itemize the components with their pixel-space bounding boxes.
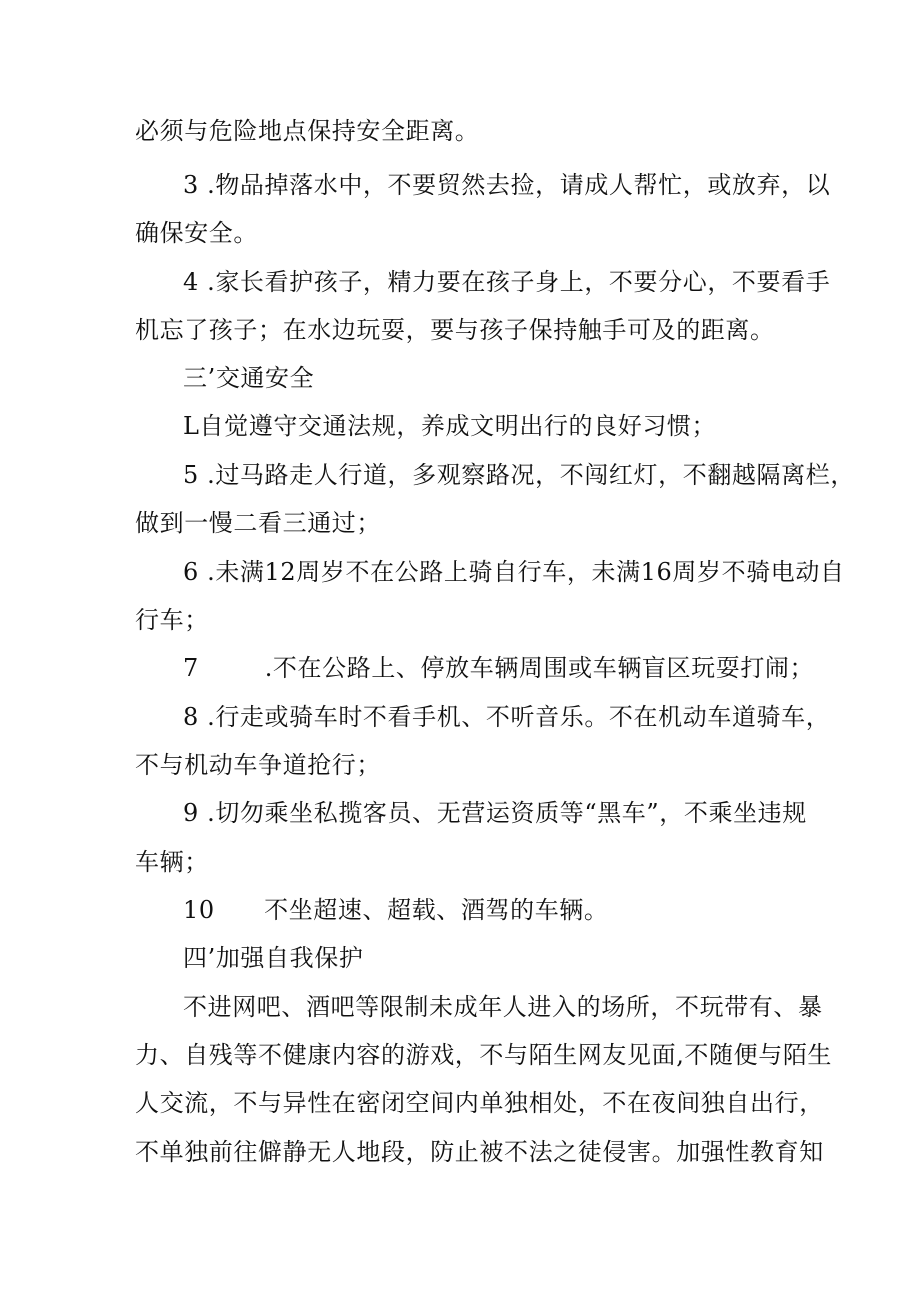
text-line-19: 不进网吧、酒吧等限制未成年人进入的场所，不玩带有、暴 [183,993,823,1021]
text-line-4: 4 .家长看护孩子，精力要在孩子身上，不要分心，不要看手 [183,268,831,296]
text-line-14: 不与机动车争道抢行； [135,751,381,779]
text-line-15: 9 .切勿乘坐私揽客员、无营运资质等“黑车”，不乘坐违规 [183,799,807,827]
text-line-9: 做到一慢二看三通过； [135,509,381,537]
text-line-3: 确保安全。 [135,219,258,247]
text-line-21: 人交流，不与异性在密闭空间内单独相处，不在夜间独自出行， [135,1089,824,1117]
text-line-10: 6 .未满12周岁不在公路上骑自行车，未满16周岁不骑电动自 [183,558,845,586]
text-line-1: 必须与危险地点保持安全距离。 [135,117,480,145]
text-line-12: 7 .不在公路上、停放车辆周围或车辆盲区玩耍打闹； [183,654,815,682]
text-line-13: 8 .行走或骑车时不看手机、不听音乐。不在机动车道骑车， [183,703,831,731]
section-heading-traffic: 三’交通安全 [183,364,315,392]
text-line-22: 不单独前往僻静无人地段，防止被不法之徒侵害。加强性教育知 [135,1138,824,1166]
text-line-11: 行车； [135,606,209,634]
text-line-20: 力、自残等不健康内容的游戏，不与陌生网友见面,不随便与陌生 [135,1041,833,1069]
text-line-17: 10 不坐超速、超载、酒驾的车辆。 [183,896,609,924]
text-line-7: L自觉遵守交通法规，养成文明出行的良好习惯； [183,412,717,440]
text-line-2: 3 .物品掉落水中，不要贸然去捡，请成人帮忙，或放弃，以 [183,171,831,199]
text-line-8: 5 .过马路走人行道，多观察路况，不闯红灯，不翻越隔离栏， [183,461,855,489]
text-line-16: 车辆； [135,848,209,876]
text-line-5: 机忘了孩子；在水边玩耍，要与孩子保持触手可及的距离。 [135,316,775,344]
section-heading-self-protection: 四’加强自我保护 [183,944,364,972]
